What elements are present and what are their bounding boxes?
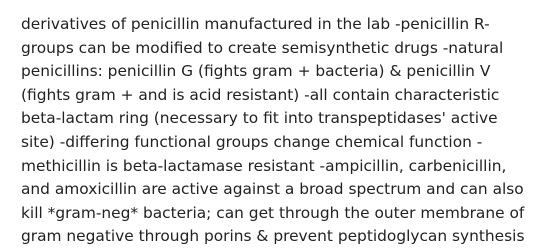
text-line: and amoxicillin are active against a broad spectrum and can also <box>21 180 524 199</box>
text-line: beta-lactam ring (necessary to fit into transpeptidases' active <box>21 109 498 128</box>
text-line: site) -differing functional groups change chemical function - <box>21 132 483 151</box>
text-line: methicillin is beta-lactamase resistant -ampicillin, carbenicillin, <box>21 156 507 175</box>
text-line: gram negative through porins & prevent peptidoglycan synthesis <box>21 227 525 246</box>
note-text <box>21 13 541 249</box>
text-line: groups can be modified to create semisynthetic drugs -natural <box>21 38 504 57</box>
text-line: kill *gram-neg* bacteria; can get through the outer membrane of <box>21 203 525 222</box>
text-line: (fights gram + and is acid resistant) -all contain characteristic <box>21 85 500 104</box>
text-line: derivatives of penicillin manufactured in the lab -penicillin R- <box>21 15 490 33</box>
text-line: penicillins: penicillin G (fights gram + bacteria) & penicillin V <box>21 62 491 81</box>
